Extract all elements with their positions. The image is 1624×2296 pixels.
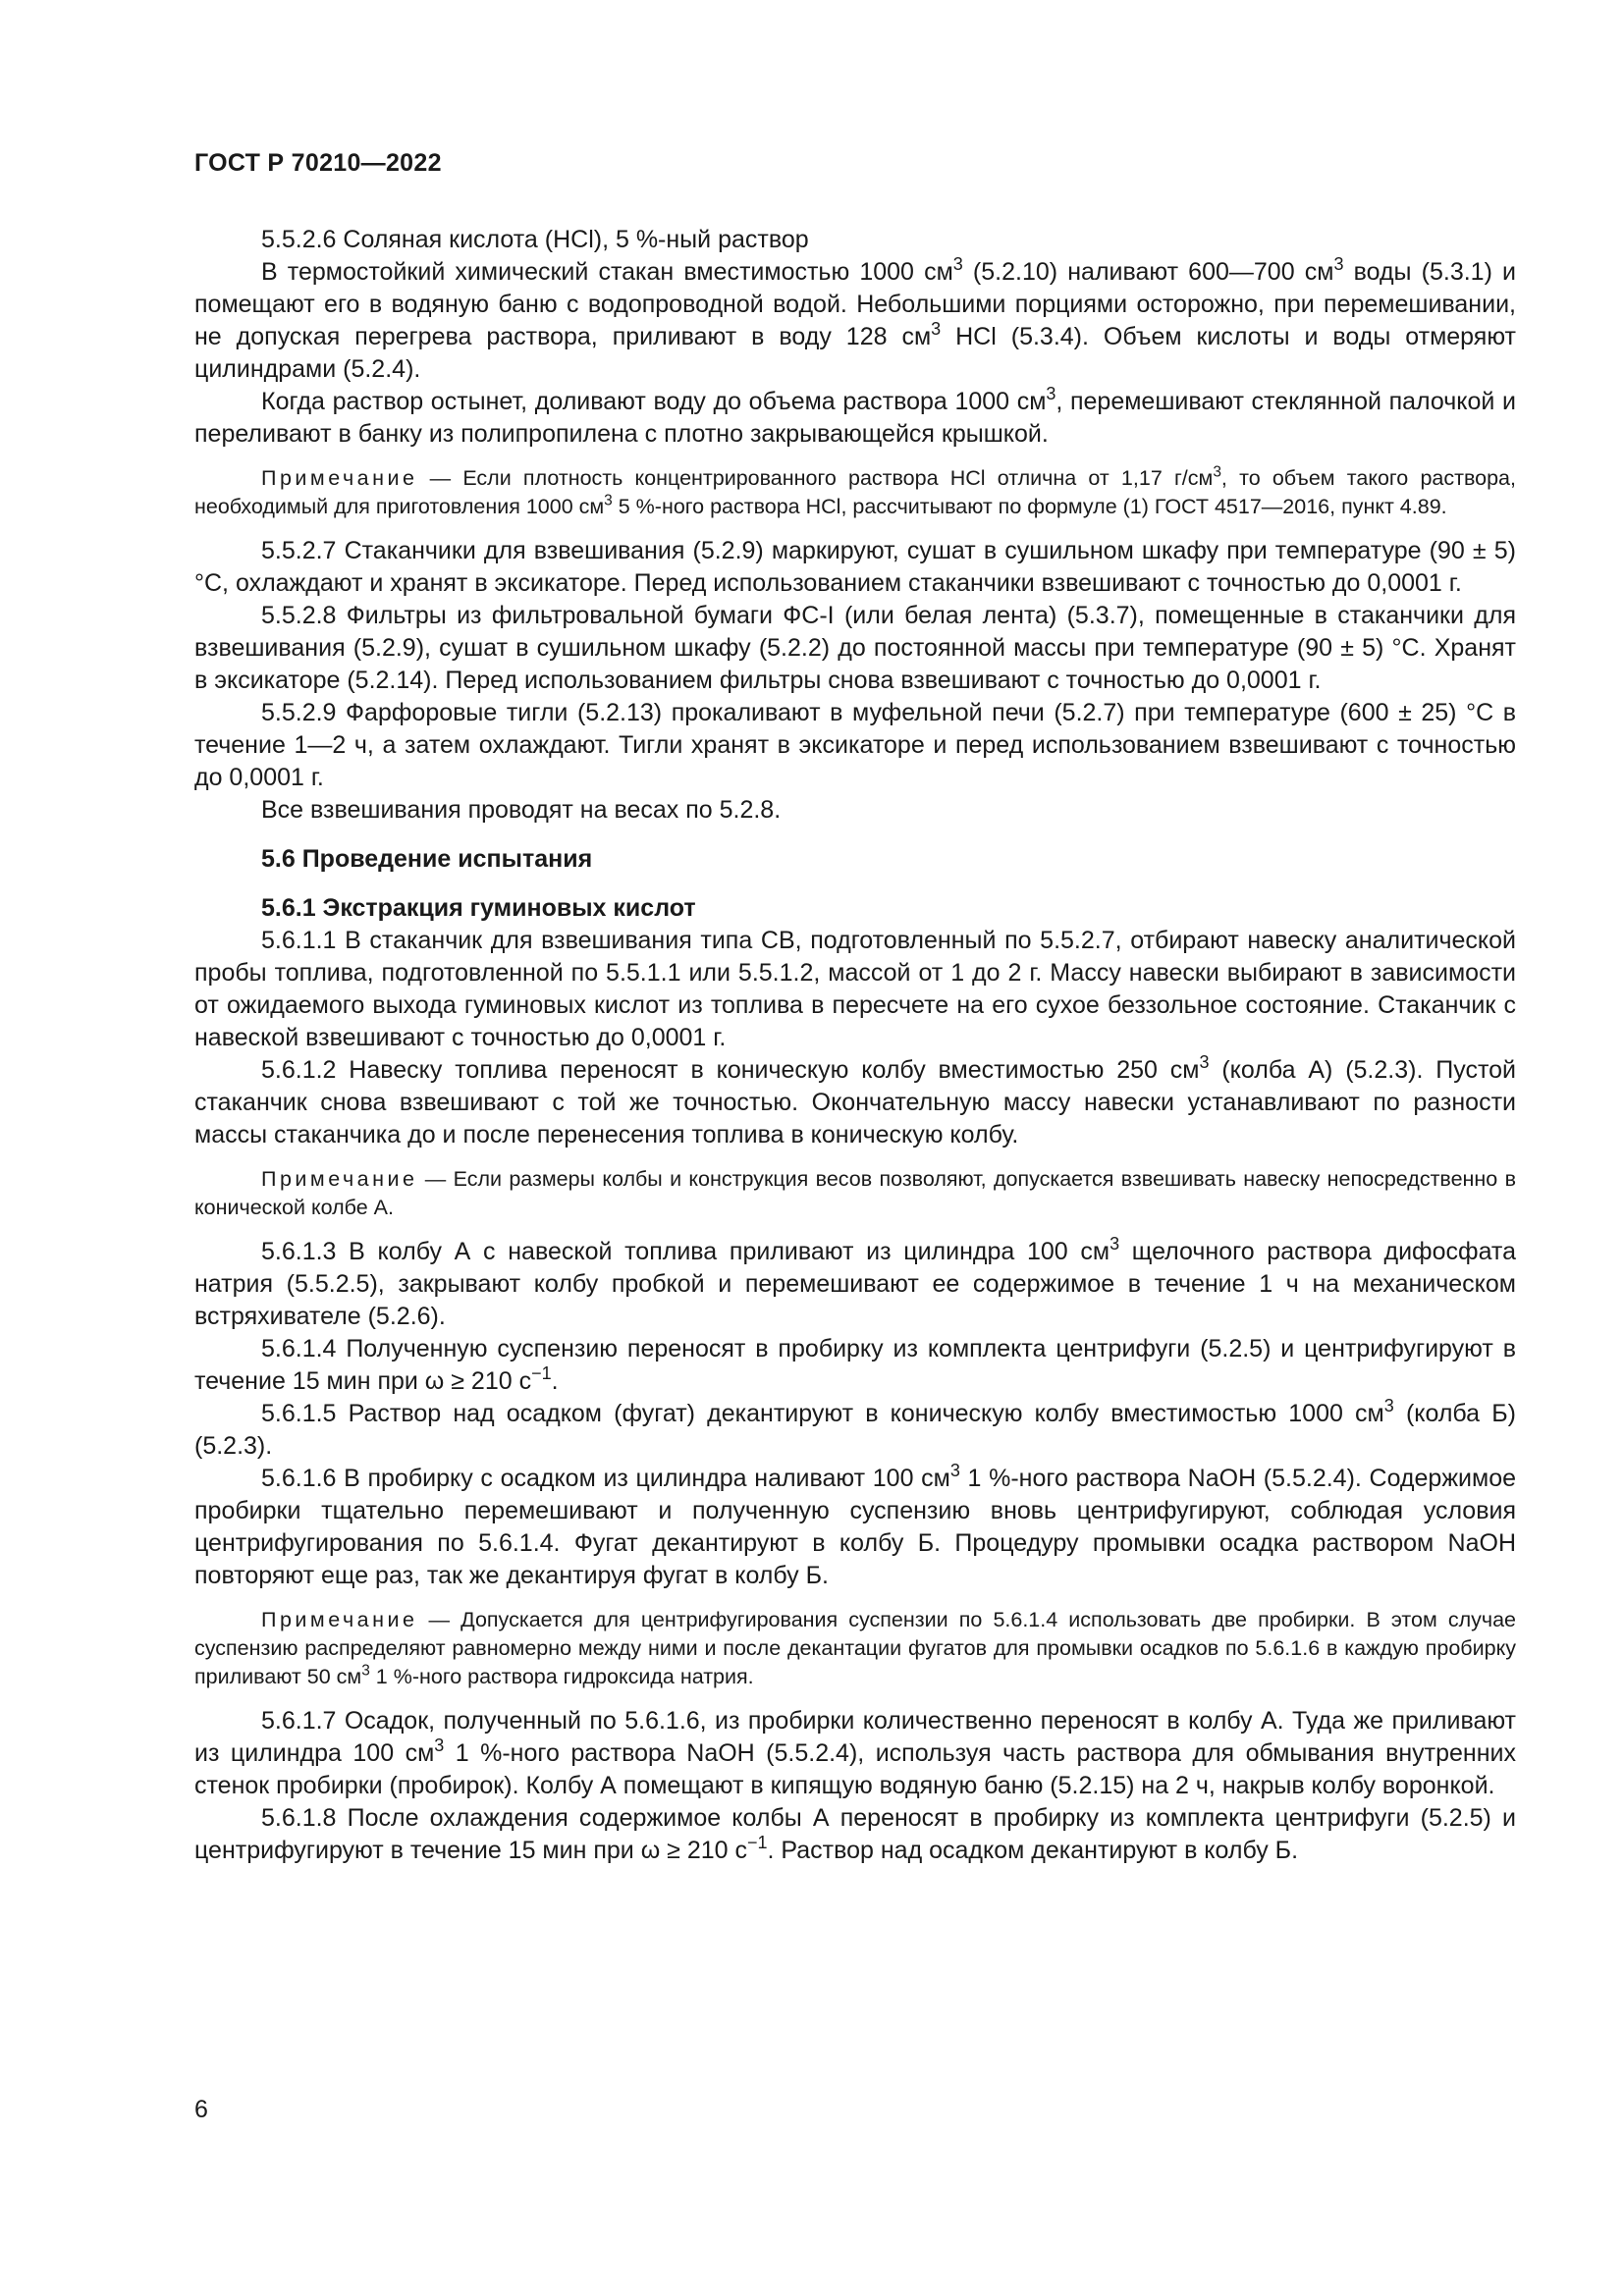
clause-5-5-2-9: 5.5.2.9 Фарфоровые тигли (5.2.13) прокаливают в муфельной печи (5.2.7) при температуре (600 ± 25) °C в течение 1—2 ч, а затем охлаждают. Тигли хранят в эксикаторе и перед использованием взвешивают с точностью до 0,0001 г. (194, 699, 1516, 791)
clause-5-6-1-7: 5.6.1.7 Осадок, полученный по 5.6.1.6, из пробирки количественно переносят в колбу А. Туда же приливают из цилиндра 100 $см^3$ 1 %-ного раствора NaOH (5.5.2.4), используя часть раствора для обмывания внутренних стенок пробирки (пробирок). Колбу А помещают в кипящую водяную баню (5.2.15) на 2 ч, накрыв колбу воронкой. (194, 1707, 1516, 1799)
note-label: Примечание (261, 1167, 418, 1191)
clause-all-weighing: Все взвешивания проводят на весах по 5.2.8. (261, 796, 782, 824)
note-hcl-density: Примечание — Если плотность концентрированного раствора HCl отлична от 1,17 $г/см^3$, то объем такого раствора, необходимый для приготовления 1000 $см^3$ 5 %-ного раствора HCl, рассчитывают по формуле (1) ГОСТ 4517—2016, пункт 4.89. (194, 463, 1516, 518)
document-body (194, 224, 1516, 1867)
note-label: Примечание (261, 1608, 418, 1631)
clause-5-6-1-4: 5.6.1.4 Полученную суспензию переносят в пробирку из комплекта центрифуги (5.2.5) и центрифугируют в течение 15 мин при ω ≥ 210 $с^{-1}$. (194, 1335, 1516, 1395)
note-label: Примечание (261, 466, 418, 490)
clause-5-5-2-6-text-2: Когда раствор остынет, доливают воду до объема раствора 1000 $см^3$, перемешивают стеклянной палочкой и переливают в банку из полипропилена с плотно закрывающейся крышкой. (194, 384, 1516, 448)
clause-5-5-2-7: 5.5.2.7 Стаканчики для взвешивания (5.2.9) маркируют, сушат в сушильном шкафу при температуре (90 ± 5) °C, охлаждают и хранят в эксикаторе. Перед использованием стаканчики взвешивают с точностью до 0,0001 г. (194, 537, 1516, 597)
note-flask-weighing: Примечание — Если размеры колбы и конструкция весов позволяют, допускается взвешивать навеску непосредственно в конической колбе А. (194, 1167, 1516, 1219)
clause-5-6-1-5: 5.6.1.5 Раствор над осадком (фугат) декантируют в коническую колбу вместимостью 1000 $см^3$ (колба Б) (5.2.3). (194, 1396, 1516, 1460)
section-heading-5-6: 5.6 Проведение испытания (261, 845, 593, 873)
clause-5-5-2-6-text: В термостойкий химический стакан вместимостью 1000 $см^3$ (5.2.10) наливают 600—700 $см^3$ воды (5.3.1) и помещают его в водяную баню с водопроводной водой. Небольшими порциями осторожно, при перемешивании, не допуская перегрева раствора, приливают в воду 128 $см^3$ HCl (5.3.4). Объем кислоты и воды отмеряют цилиндрами (5.2.4). (194, 254, 1516, 383)
clause-5-5-2-8: 5.5.2.8 Фильтры из фильтровальной бумаги ФС-I (или белая лента) (5.3.7), помещенные в стаканчики для взвешивания (5.2.9), сушат в сушильном шкафу (5.2.2) до постоянной массы при температуре (90 ± 5) °C. Хранят в эксикаторе (5.2.14). Перед использованием фильтры снова взвешивают с точностью до 0,0001 г. (194, 602, 1516, 694)
clause-5-5-2-6-title: 5.5.2.6 Соляная кислота (HCl), 5 %-ный раствор (261, 226, 809, 253)
page-number: 6 (194, 2096, 208, 2123)
clause-5-6-1-3: 5.6.1.3 В колбу А с навеской топлива приливают из цилиндра 100 $см^3$ щелочного раствора дифосфата натрия (5.5.2.5), закрывают колбу пробкой и перемешивают ее содержимое в течение 1 ч на механическом встряхивателе (5.2.6). (194, 1234, 1516, 1330)
section-heading-5-6-1: 5.6.1 Экстракция гуминовых кислот (261, 894, 696, 922)
clause-5-6-1-1: 5.6.1.1 В стаканчик для взвешивания типа СВ, подготовленный по 5.5.2.7, отбирают навеску аналитической пробы топлива, подготовленной по 5.5.1.1 или 5.5.1.2, массой от 1 до 2 г. Массу навески выбирают в зависимости от ожидаемого выхода гуминовых кислот из топлива в пересчете на его сухое беззольное состояние. Стаканчик с навеской взвешивают с точностью до 0,0001 г. (194, 927, 1516, 1051)
clause-5-6-1-6: 5.6.1.6 В пробирку с осадком из цилиндра наливают 100 $см^3$ 1 %-ного раствора NaOH (5.5.2.4). Содержимое пробирки тщательно перемешивают и полученную суспензию вновь центрифугируют, соблюдая условия центрифугирования по 5.6.1.4. Фугат декантируют в колбу Б. Процедуру промывки осадка раствором NaOH повторяют еще раз, так же декантируя фугат в колбу Б. (194, 1461, 1517, 1589)
clause-5-6-1-8: 5.6.1.8 После охлаждения содержимое колбы А переносят в пробирку из комплекта центрифуги (5.2.5) и центрифугируют в течение 15 мин при ω ≥ 210 $с^{-1}$. Раствор над осадком декантируют в колбу Б. (194, 1804, 1516, 1864)
document-header: ГОСТ Р 70210—2022 (194, 149, 442, 177)
clause-5-6-1-2: 5.6.1.2 Навеску топлива переносят в коническую колбу вместимостью 250 $см^3$ (колба А) (5.2.3). Пустой стаканчик снова взвешивают с той же точностью. Окончательную массу навески устанавливают по разности массы стаканчика до и после перенесения топлива в коническую колбу. (194, 1052, 1516, 1148)
note-two-tubes: Примечание — Допускается для центрифугирования суспензии по 5.6.1.4 использовать две пробирки. В этом случае суспензию распределяют равномерно между ними и после декантации фугатов для промывки осадков по 5.6.1.6 в каждую пробирку приливают 50 $см^3$ 1 %-ного раствора гидроксида натрия. (194, 1608, 1516, 1688)
